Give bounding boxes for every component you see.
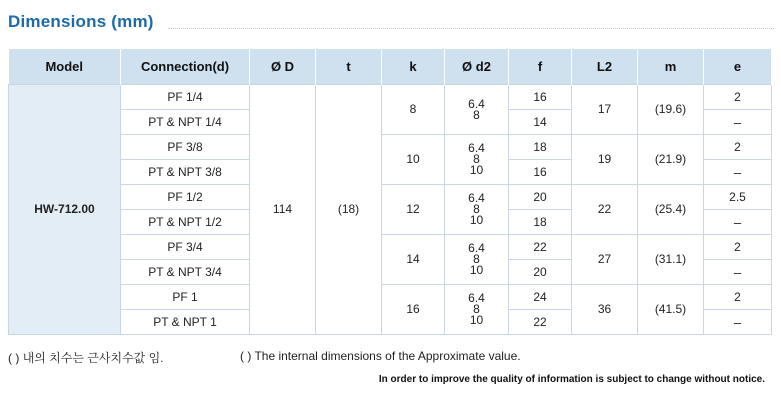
connection-cell: PT & NPT 3/8	[121, 160, 250, 185]
note-notice: In order to improve the quality of information is subject to change without notice.	[378, 374, 765, 385]
table-row	[9, 285, 772, 310]
f-cell: 20	[509, 185, 572, 210]
connection-cell: PT & NPT 1/2	[121, 210, 250, 235]
e-cell: 2	[704, 235, 772, 260]
m-cell: (41.5)	[638, 285, 704, 335]
e-cell: 2	[704, 85, 772, 110]
d2-value: 6.4	[468, 291, 485, 305]
l2-cell: 36	[572, 285, 638, 335]
e-cell: –	[704, 210, 772, 235]
table-row	[9, 185, 772, 210]
m-cell: (21.9)	[638, 135, 704, 185]
column-header: Model	[9, 49, 121, 85]
f-cell: 16	[509, 160, 572, 185]
k-cell: 10	[382, 135, 445, 185]
m-cell: (19.6)	[638, 85, 704, 135]
note-english: ( ) The internal dimensions of the Approximate value.	[240, 349, 521, 363]
k-cell: 8	[382, 85, 445, 135]
d2-value: 10	[469, 313, 484, 327]
dimensions-table	[8, 49, 772, 335]
m-cell: (25.4)	[638, 185, 704, 235]
f-cell: 16	[509, 85, 572, 110]
d2-cell	[445, 185, 509, 235]
d2-value: 10	[469, 163, 484, 177]
column-header: Ø D	[250, 49, 316, 85]
k-cell: 14	[382, 235, 445, 285]
table-row	[9, 235, 772, 260]
section-header	[8, 12, 774, 36]
section-title: Dimensions (mm)	[8, 12, 154, 31]
connection-cell: PT & NPT 3/4	[121, 260, 250, 285]
d2-value: 8	[473, 252, 480, 266]
f-cell: 24	[509, 285, 572, 310]
d2-value: 6.4	[468, 141, 485, 155]
d2-cell	[445, 85, 509, 135]
d2-value: 8	[473, 152, 480, 166]
e-cell: 2.5	[704, 185, 772, 210]
d2-value: 6.4	[468, 241, 485, 255]
l2-cell: 22	[572, 185, 638, 235]
thickness-cell: (18)	[316, 85, 382, 335]
title-dotted-rule	[168, 28, 774, 29]
e-cell: –	[704, 160, 772, 185]
connection-cell: PT & NPT 1	[121, 310, 250, 335]
d2-cell	[445, 285, 509, 335]
column-header: Ø d2	[445, 49, 509, 85]
table-row	[9, 135, 772, 160]
f-cell: 22	[509, 310, 572, 335]
f-cell: 18	[509, 135, 572, 160]
f-cell: 18	[509, 210, 572, 235]
column-header: k	[382, 49, 445, 85]
k-cell: 12	[382, 185, 445, 235]
table-row	[9, 85, 772, 110]
column-header: Connection(d)	[121, 49, 250, 85]
outer-diameter-cell: 114	[250, 85, 316, 335]
d2-value: 8	[473, 302, 480, 316]
l2-cell: 17	[572, 85, 638, 135]
connection-cell: PF 3/4	[121, 235, 250, 260]
d2-value: 6.4	[468, 96, 485, 111]
connection-cell: PF 1	[121, 285, 250, 310]
connection-cell: PF 1/4	[121, 85, 250, 110]
l2-cell: 19	[572, 135, 638, 185]
k-cell: 16	[382, 285, 445, 335]
d2-cell	[445, 235, 509, 285]
e-cell: –	[704, 110, 772, 135]
table-body	[9, 85, 772, 335]
column-header: f	[509, 49, 572, 85]
model-cell: HW-712.00	[9, 85, 121, 335]
e-cell: 2	[704, 135, 772, 160]
f-cell: 14	[509, 110, 572, 135]
m-cell: (31.1)	[638, 235, 704, 285]
f-cell: 20	[509, 260, 572, 285]
d2-value: 6.4	[468, 191, 485, 205]
connection-cell: PT & NPT 1/4	[121, 110, 250, 135]
e-cell: –	[704, 260, 772, 285]
connection-cell: PF 3/8	[121, 135, 250, 160]
d2-value: 8	[473, 202, 480, 216]
column-header: t	[316, 49, 382, 85]
d2-value: 10	[469, 263, 484, 277]
connection-cell: PF 1/2	[121, 185, 250, 210]
d2-value: 8	[473, 107, 480, 122]
column-header: L2	[572, 49, 638, 85]
f-cell: 22	[509, 235, 572, 260]
d2-value: 10	[469, 213, 484, 227]
l2-cell: 27	[572, 235, 638, 285]
e-cell: 2	[704, 285, 772, 310]
column-header: e	[704, 49, 772, 85]
d2-cell	[445, 135, 509, 185]
table-header-row	[9, 49, 772, 85]
e-cell: –	[704, 310, 772, 335]
column-header: m	[638, 49, 704, 85]
note-korean: ( ) 내의 치수는 근사치수값 임.	[8, 351, 164, 365]
